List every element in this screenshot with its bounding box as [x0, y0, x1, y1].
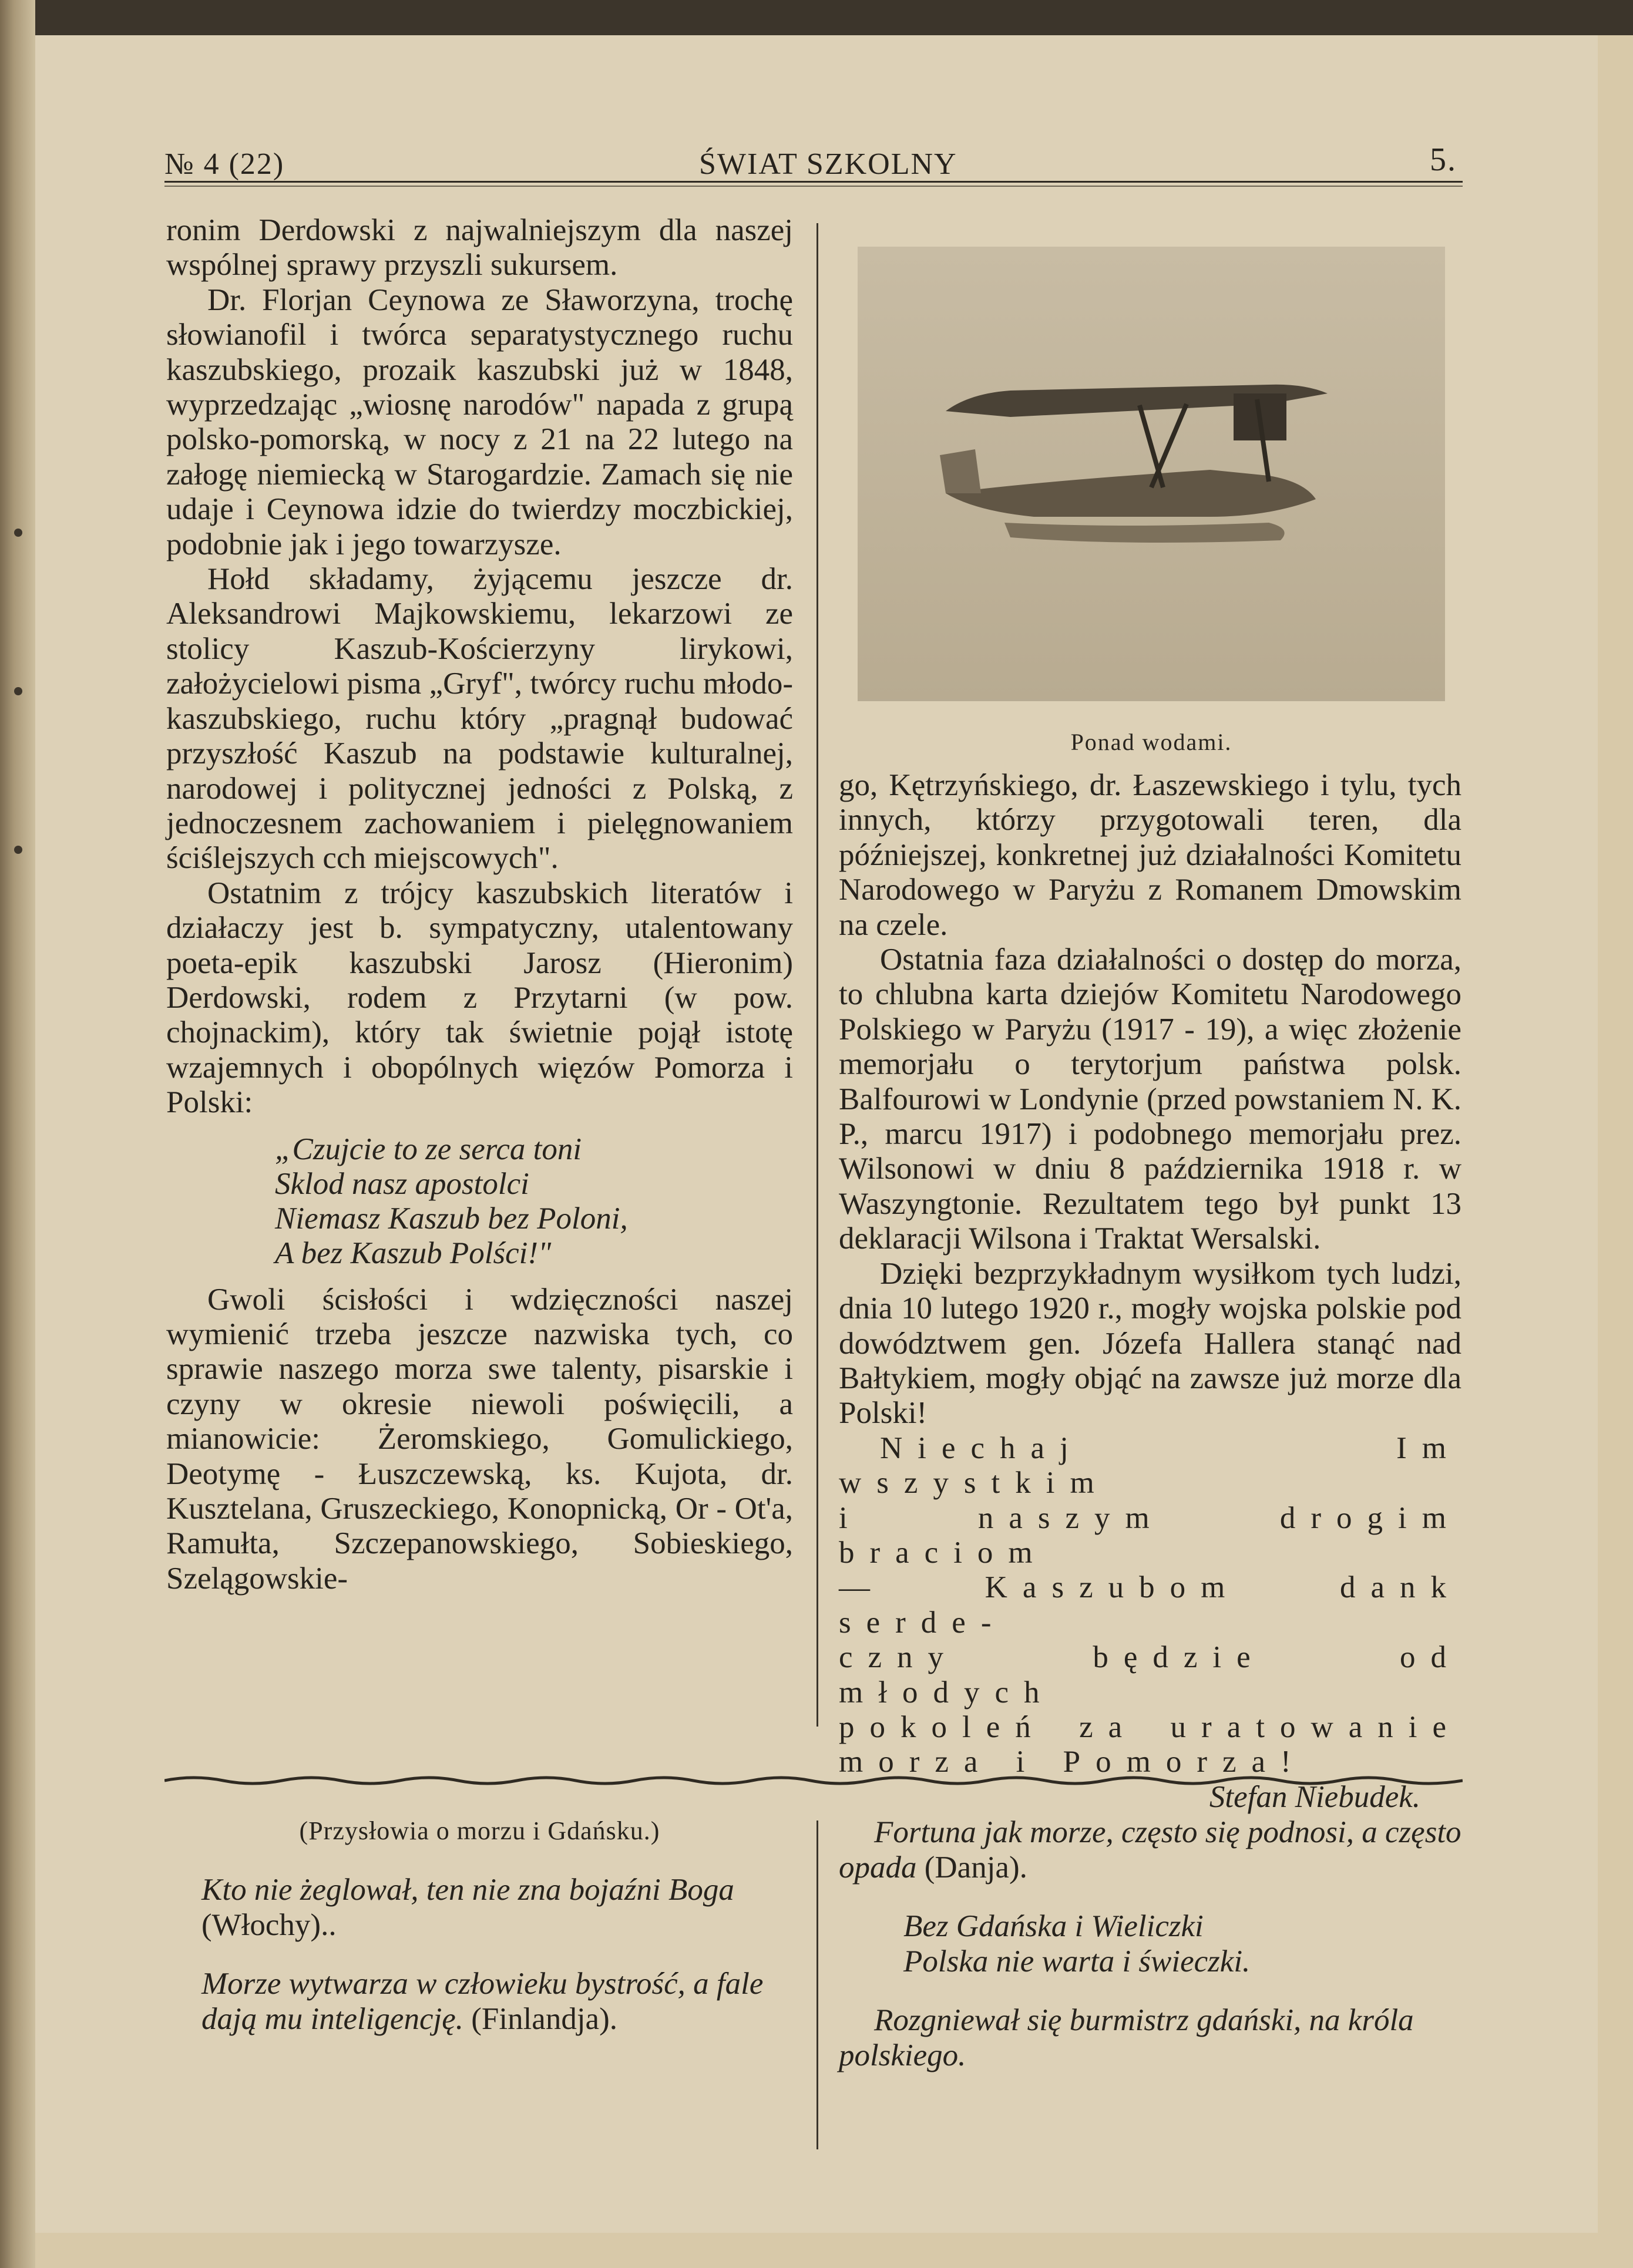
proverb-origin: (Finlandja). — [463, 2002, 617, 2036]
closing-line: pokoleń za uratowanie — [839, 1710, 1461, 1744]
poem-quote — [275, 1132, 793, 1271]
binding-hole — [14, 687, 22, 695]
running-header — [164, 142, 1463, 182]
seaplane-image — [858, 247, 1445, 699]
paragraph: Hołd składamy, żyjącemu jeszcze dr. Aleksandrowi Majkowskiemu, lekarzowi ze stolicy Kaszub-Kościerzyny lirykowi, założycielowi pisma „Gryf", twórcy ruchu młodo-kaszubskiego, ruchu który „pragnął budować przyszłość Kaszub na podstawie kulturalnej, narodowej i politycznej jedności z Polską, z jednoczesnem zachowaniem i pielęgnowaniem ściślejszych cch miejscowych". — [166, 562, 793, 876]
closing-line: Niechaj Im wszystkim — [839, 1431, 1461, 1500]
author-signature: Stefan Niebudek. — [1209, 1779, 1420, 1814]
closing-line: — Kaszubom dank serde- — [839, 1570, 1461, 1640]
paragraph: Ostatnim z trójcy kaszubskich literatów i działaczy jest b. sympatyczny, utalentowany poeta-epik kaszubski Jarosz (Hieronim) Derdowski, rodem z Przytarni (w pow. chojnackim), który tak świetnie pojął istotę wzajemnych i obopólnych więzów Pomorza i Polski: — [166, 876, 793, 1120]
proverbs-right — [839, 1815, 1461, 2073]
photo-caption: Ponad wodami. — [1070, 729, 1232, 755]
paragraph: go, Kętrzyńskiego, dr. Łaszewskiego i tylu, tych innych, którzy przygotowali teren, dla późniejszej, konkretnej już działalności Komitetu Narodowego w Paryżu z Romanem Dmowskim na czele. — [839, 768, 1461, 942]
journal-title: ŚWIAT SZKOLNY — [699, 147, 957, 181]
proverb-origin: (Włochy).. — [201, 1908, 337, 1942]
scan-top-border — [0, 0, 1633, 35]
paragraph: Dzięki bezprzykładnym wysiłkom tych ludzi, dnia 10 lutego 1920 r., mogły wojska polskie pod dowództwem gen. Józefa Hallera stanąć nad Bałtykiem, mogły objąć na zawsze już morze dla Polski! — [839, 1256, 1461, 1431]
proverb-origin: (Danja). — [916, 1850, 1027, 1885]
verse-line: Bez Gdańska i Wieliczki — [903, 1909, 1204, 1943]
binding-hole — [14, 529, 22, 537]
paragraph: ronim Derdowski z najwalniejszym dla naszej wspólnej sprawy przyszli sukursem. — [166, 213, 793, 282]
header-rule-thin — [164, 186, 1463, 187]
proverbs-heading: (Przysłowia o morzu i Gdańsku.) — [299, 1816, 660, 1845]
poem-line: A bez Kaszub Polści!" — [275, 1236, 552, 1270]
wavy-rule — [164, 1768, 1463, 1791]
proverbs-left — [166, 1813, 793, 2060]
right-column — [839, 768, 1461, 1815]
issue-number: № 4 (22) — [164, 147, 285, 181]
header-rule — [164, 181, 1463, 183]
seaplane-photo — [858, 247, 1445, 701]
binding-fold — [0, 0, 35, 2268]
closing-line: czny będzie od młodych — [839, 1640, 1461, 1710]
paragraph: Dr. Florjan Ceynowa ze Sławorzyna, trochę słowianofil i twórca separatystycznego ruchu kaszubskiego, prozaik kaszubski już w 1848, wyprzedzając „wiosnę narodów" napada z grupą polsko-pomorską, w nocy z 21 na 22 lutego na załogę niemiecką w Starogardzie. Zamach się nie udaje i Ceynowa idzie do twierdzy moczbickiej, podobnie jak i jego towarzysze. — [166, 282, 793, 561]
poem-line: „Czujcie to ze serca toni — [275, 1132, 582, 1166]
proverb — [166, 1966, 793, 2037]
proverb — [839, 1815, 1461, 1885]
binding-hole — [14, 846, 22, 854]
proverb: Rozgniewał się burmistrz gdański, na króla polskiego. — [839, 2003, 1414, 2072]
proverb — [166, 1872, 793, 1943]
column-divider — [816, 223, 818, 1727]
paragraph: Ostatnia faza działalności o dostęp do morza, to chlubna karta dziejów Komitetu Narodowego Polskiego w Paryżu (1917 - 19), a więc złożenie memorjału o terytorjum państwa polsk. Balfourowi w Londynie (przed powstaniem N. K. P., marcu 1917) i podobnego memorjału prez. Wilsonowi w dniu 8 października 1918 r. w Waszyngtonie. Rezultatem tego był punkt 13 deklaracji Wilsona i Traktat Wersalski. — [839, 943, 1461, 1256]
proverb-text: Fortuna jak morze, często się podnosi, a często opada — [839, 1815, 1461, 1885]
closing-line: i naszym drogim braciom — [839, 1500, 1461, 1570]
paragraph: Gwoli ścisłości i wdzięczności naszej wymienić trzeba jeszcze nazwiska tych, co sprawie naszego morza swe talenty, pisarskie i czyny w okresie niewoli poświęcili, a mianowicie: Żeromskiego, Gomulickiego, Deotymę - Łuszczewską, ks. Kujota, dr. Kusztelana, Gruszeckiego, Konopnicką, Or - Ot'a, Ramułta, Szczepanowskiego, Sobieskiego, Szelągowskie- — [166, 1282, 793, 1596]
closing-line: morza i Pomorza! — [839, 1745, 1306, 1779]
column-divider — [816, 1821, 818, 2149]
section-divider — [164, 1768, 1463, 1791]
proverb-text: Morze wytwarza w człowieku bystrość, a fale dają mu inteligencję. — [201, 1967, 764, 2036]
left-column — [166, 213, 793, 1596]
verse-line: Polska nie warta i świeczki. — [903, 1944, 1251, 1978]
page-number: 5. — [1430, 142, 1457, 178]
poem-line: Sklod nasz apostolci — [275, 1166, 529, 1201]
proverb-text: Kto nie żeglował, ten nie zna bojaźni Boga — [201, 1873, 734, 1907]
proverb-verse — [839, 1909, 1461, 1979]
poem-line: Niemasz Kaszub bez Poloni, — [275, 1201, 628, 1236]
